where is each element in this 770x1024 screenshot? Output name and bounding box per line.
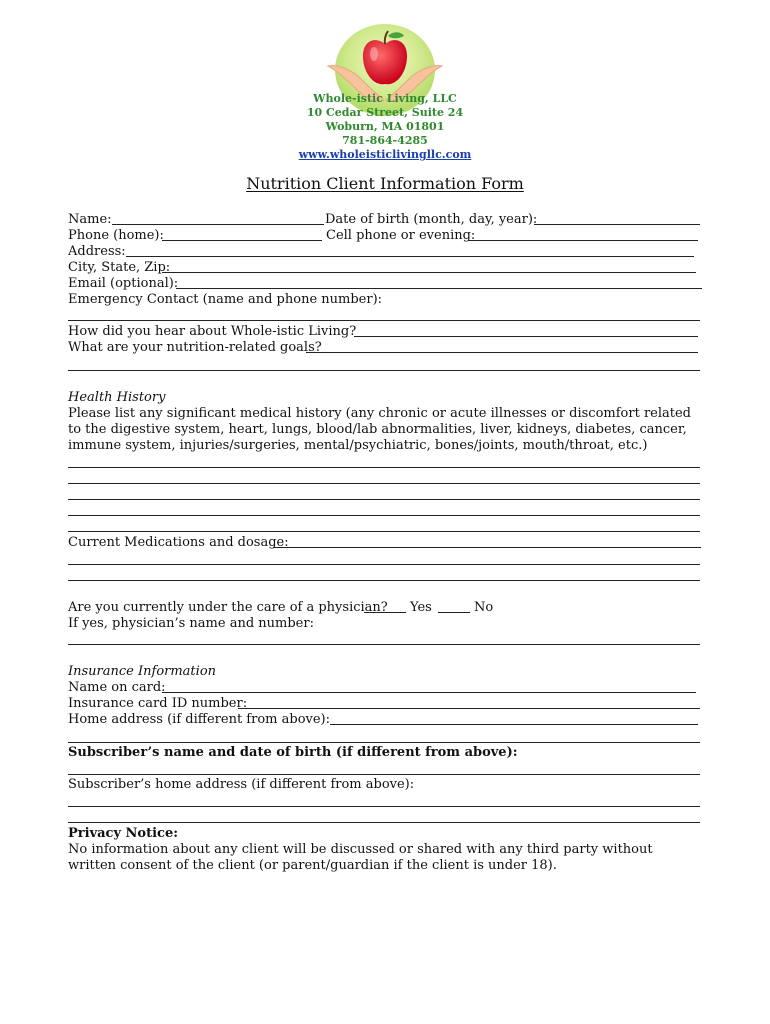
physician-yes-label: Yes	[410, 600, 432, 615]
health-line-4[interactable]	[68, 515, 700, 516]
medications-line-3[interactable]	[68, 580, 700, 581]
subscriber-name-field[interactable]	[68, 774, 700, 775]
goals-field[interactable]	[306, 352, 698, 353]
insurance-home-address-field[interactable]	[330, 724, 698, 725]
privacy-text: No information about any client will be discussed or shared with any third party without written consent of the client (or parent/guardian if the client is under 18).	[68, 842, 653, 873]
emergency-contact-field[interactable]	[68, 320, 700, 321]
cell-label: Cell phone or evening:	[326, 228, 476, 243]
subscriber-address-label: Subscriber’s home address (if different from above):	[68, 777, 415, 792]
physician-info-label: If yes, physician’s name and number:	[68, 616, 314, 631]
name-on-card-label: Name on card:	[68, 680, 166, 695]
name-label: Name:	[68, 212, 112, 227]
privacy-heading: Privacy Notice:	[68, 826, 179, 841]
email-label: Email (optional):	[68, 276, 179, 291]
subscriber-address-line-1[interactable]	[68, 806, 700, 807]
physician-no-label: No	[474, 600, 494, 615]
phone-home-label: Phone (home):	[68, 228, 164, 243]
page-title: Nutrition Client Information Form	[246, 174, 524, 193]
health-history-heading: Health History	[68, 390, 166, 405]
city-state-zip-field[interactable]	[162, 272, 696, 273]
medications-label: Current Medications and dosage:	[68, 535, 289, 550]
company-phone: 781-864-4285	[342, 134, 428, 147]
goals-label: What are your nutrition-related goals?	[68, 340, 322, 355]
medications-line-2[interactable]	[68, 564, 700, 565]
physician-info-field[interactable]	[68, 644, 700, 645]
cell-field[interactable]	[468, 240, 698, 241]
heard-about-label: How did you hear about Whole-istic Living?	[68, 324, 357, 339]
name-on-card-field[interactable]	[162, 692, 696, 693]
dob-label: Date of birth (month, day, year):	[325, 212, 538, 227]
email-field[interactable]	[176, 288, 702, 289]
address-field[interactable]	[126, 256, 694, 257]
physician-yes-blank[interactable]	[364, 612, 406, 613]
company-street: 10 Cedar Street, Suite 24	[306, 106, 464, 119]
health-line-5[interactable]	[68, 531, 700, 532]
city-state-zip-label: City, State, Zip:	[68, 260, 171, 275]
physician-question-label: Are you currently under the care of a physician?	[68, 600, 388, 615]
insurance-home-address-line-2[interactable]	[68, 742, 700, 743]
health-line-2[interactable]	[68, 483, 700, 484]
name-field[interactable]	[112, 224, 324, 225]
emergency-contact-label: Emergency Contact (name and phone number):	[68, 292, 383, 307]
phone-home-field[interactable]	[162, 240, 322, 241]
health-history-prompt: Please list any significant medical history (any chronic or acute illnesses or discomfort related to the digestive system, heart, lungs, blood/lab abnormalities, liver, kidneys, diabetes, cancer, immune system, injuries/surgeries, mental/psychiatric, bones/joints, mouth/throat, etc.)	[68, 406, 692, 453]
subscriber-name-label: Subscriber’s name and date of birth (if different from above):	[68, 745, 518, 760]
heard-about-field[interactable]	[354, 336, 698, 337]
address-label: Address:	[68, 244, 126, 259]
letterhead	[0, 92, 770, 162]
website-link[interactable]: www.wholeisticlivingllc.com	[298, 148, 472, 161]
medications-field[interactable]	[273, 547, 701, 548]
company-name: Whole-istic Living, LLC	[313, 92, 457, 105]
health-line-1[interactable]	[68, 467, 700, 468]
dob-field[interactable]	[534, 224, 700, 225]
goals-extra-line[interactable]	[68, 370, 700, 371]
company-city: Woburn, MA 01801	[325, 120, 445, 133]
card-id-label: Insurance card ID number:	[68, 696, 248, 711]
health-line-3[interactable]	[68, 499, 700, 500]
card-id-field[interactable]	[238, 708, 700, 709]
physician-no-blank[interactable]	[438, 612, 470, 613]
insurance-heading: Insurance Information	[68, 664, 217, 679]
insurance-home-address-label: Home address (if different from above):	[68, 712, 331, 727]
subscriber-address-line-2[interactable]	[68, 822, 700, 823]
